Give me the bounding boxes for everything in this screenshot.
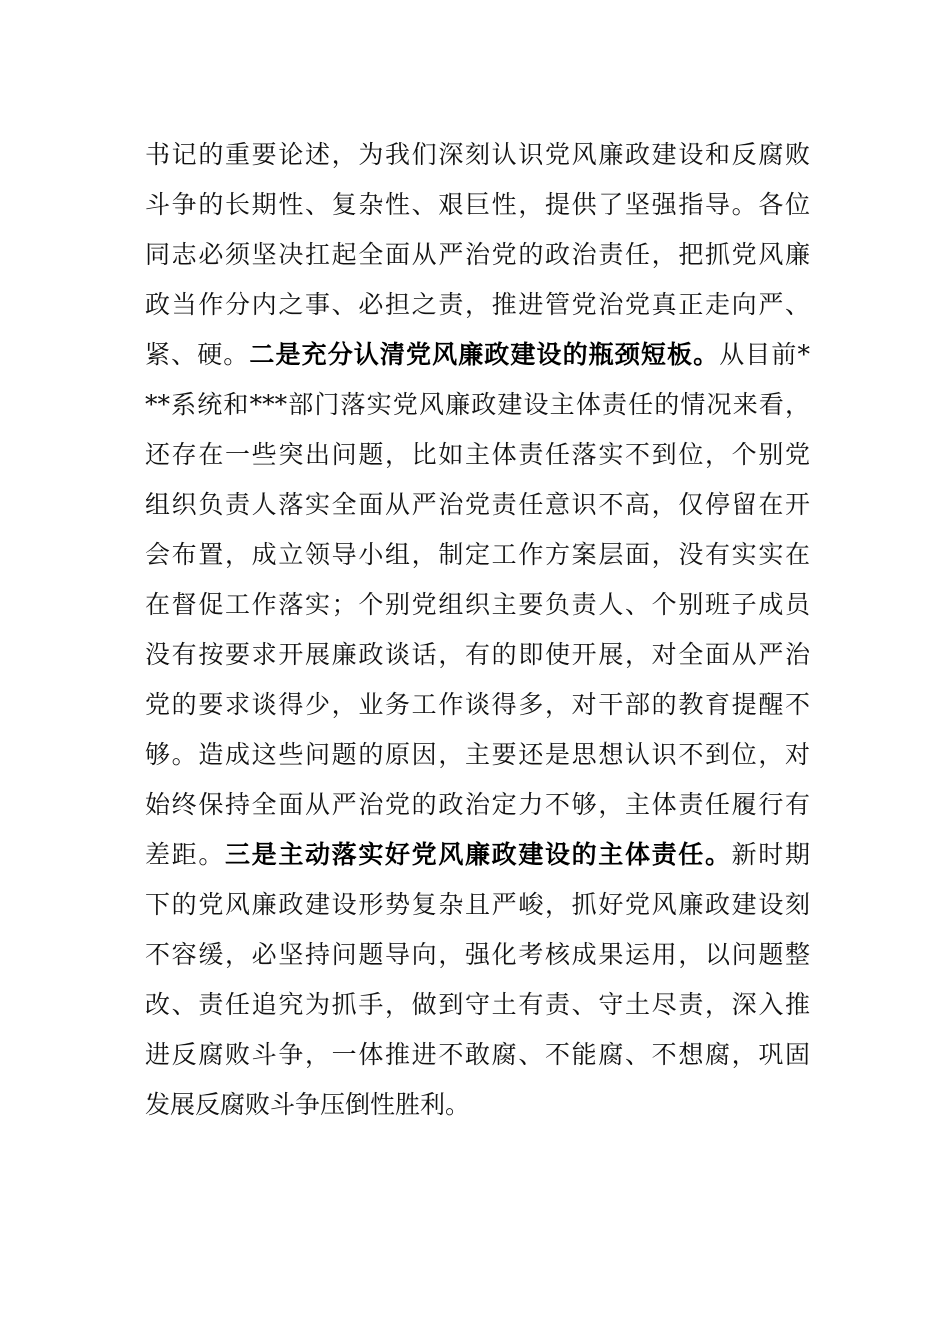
- body-paragraph: [145, 130, 810, 1130]
- text-segment: 不容缓，必坚持问题导向，强化考核成果运用，以问题整: [145, 940, 810, 969]
- text-segment: 进反腐败斗争，一体推进不敢腐、不能腐、不想腐，巩固: [145, 1040, 810, 1069]
- text-segment: 斗争的长期性、复杂性、艰巨性，提供了坚强指导。各位: [145, 190, 810, 219]
- text-segment: 组织负责人落实全面从严治党责任意识不高，仅停留在开: [145, 490, 810, 519]
- text-line: [145, 380, 810, 430]
- bold-heading-phrase: 二是充分认清党风廉政建设的瓶颈短板。: [249, 340, 720, 369]
- text-segment: 政当作分内之事、必担之责，推进管党治党真正走向严、: [145, 290, 810, 319]
- text-line: [145, 180, 810, 230]
- text-segment: 改、责任追究为抓手，做到守土有责、守土尽责，深入推: [145, 990, 810, 1019]
- text-line: [145, 680, 810, 730]
- text-segment: 同志必须坚决扛起全面从严治党的政治责任，把抓党风廉: [145, 240, 810, 269]
- text-line: [145, 430, 810, 480]
- text-line: [145, 1080, 810, 1130]
- text-line: [145, 780, 810, 830]
- text-segment: 没有按要求开展廉政谈话，有的即使开展，对全面从严治: [145, 640, 810, 669]
- text-segment: 从目前*: [719, 340, 810, 369]
- text-segment: 够。造成这些问题的原因，主要还是思想认识不到位，对: [145, 740, 810, 769]
- bold-heading-phrase: 三是主动落实好党风廉政建设的主体责任。: [225, 840, 732, 869]
- text-segment: 党的要求谈得少，业务工作谈得多，对干部的教育提醒不: [145, 690, 810, 719]
- text-segment: 下的党风廉政建设形势复杂且严峻，抓好党风廉政建设刻: [145, 890, 810, 919]
- text-line: [145, 280, 810, 330]
- text-segment: 还存在一些突出问题，比如主体责任落实不到位，个别党: [145, 440, 810, 469]
- text-line: [145, 880, 810, 930]
- text-line: [145, 530, 810, 580]
- text-line: [145, 980, 810, 1030]
- text-line: [145, 630, 810, 680]
- text-line: [145, 330, 810, 380]
- text-segment: 差距。: [145, 840, 225, 869]
- text-segment: 发展反腐败斗争压倒性胜利。: [145, 1090, 471, 1119]
- text-line: [145, 230, 810, 280]
- text-line: [145, 1030, 810, 1080]
- text-segment: 在督促工作落实；个别党组织主要负责人、个别班子成员: [145, 590, 810, 619]
- text-line: [145, 130, 810, 180]
- text-segment: **系统和***部门落实党风廉政建设主体责任的情况来看，: [145, 390, 810, 419]
- text-line: [145, 830, 810, 880]
- text-segment: 紧、硬。: [145, 340, 250, 369]
- text-segment: 书记的重要论述，为我们深刻认识党风廉政建设和反腐败: [145, 140, 810, 169]
- text-line: [145, 580, 810, 630]
- text-line: [145, 730, 810, 780]
- text-line: [145, 480, 810, 530]
- text-line: [145, 930, 810, 980]
- text-segment: 始终保持全面从严治党的政治定力不够，主体责任履行有: [145, 790, 810, 819]
- text-segment: 新时期: [731, 840, 810, 869]
- text-segment: 会布置，成立领导小组，制定工作方案层面，没有实实在: [145, 540, 810, 569]
